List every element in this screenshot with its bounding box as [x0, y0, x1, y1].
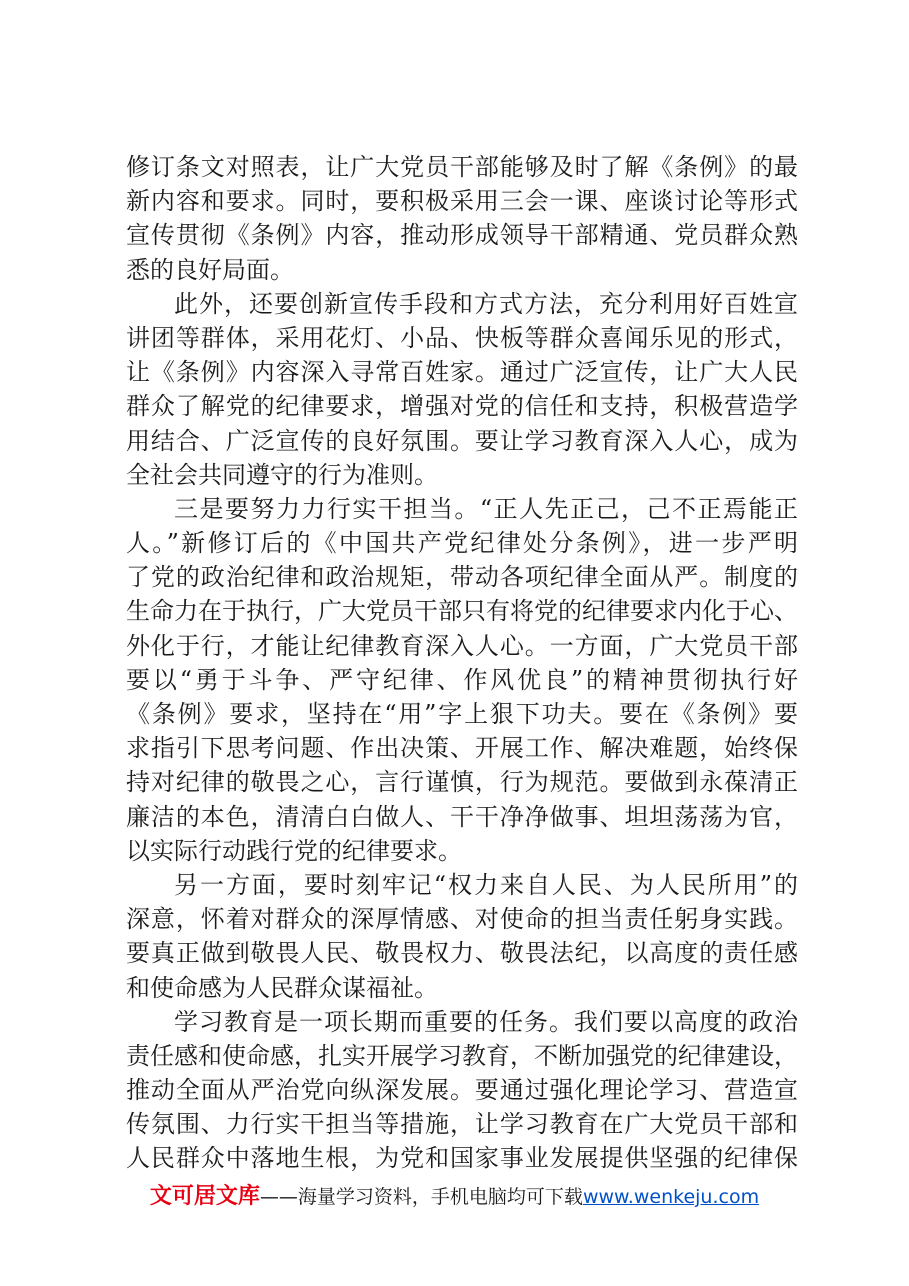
- text-line: 此外，还要创新宣传手段和方式方法，充分利用好百姓宣: [174, 289, 798, 318]
- text-line: 廉洁的本色，清清白白做人、干干净净做事、坦坦荡荡为官，: [126, 802, 798, 831]
- text-line: 深意，怀着对群众的深厚情感、对使命的担当责任躬身实践。: [126, 905, 798, 934]
- text-line: 三是要努力力行实干担当。“正人先正己，己不正焉能正: [174, 494, 798, 523]
- text-line: 外化于行，才能让纪律教育深入人心。一方面，广大党员干部: [126, 631, 798, 660]
- text-line: 传氛围、力行实干担当等措施，让学习教育在广大党员干部和: [126, 1110, 798, 1139]
- text-line: 宣传贯彻《条例》内容，推动形成领导干部精通、党员群众熟: [126, 221, 798, 250]
- text-line: 持对纪律的敬畏之心，言行谨慎，行为规范。要做到永葆清正: [126, 768, 798, 797]
- text-line: 让《条例》内容深入寻常百姓家。通过广泛宣传，让广大人民: [126, 358, 798, 387]
- text-line: 悉的良好局面。: [126, 255, 294, 284]
- text-line: 求指引下思考问题、作出决策、开展工作、解决难题，始终保: [126, 734, 798, 763]
- text-line: 要以“勇于斗争、严守纪律、作风优良”的精神贯彻执行好: [126, 665, 798, 694]
- footer-brand: 文可居文库: [149, 1184, 260, 1209]
- text-line: 生命力在于执行，广大党员干部只有将党的纪律要求内化于心、: [126, 597, 798, 626]
- text-line: 人民群众中落地生根，为党和国家事业发展提供坚强的纪律保: [126, 1144, 798, 1173]
- text-line: 另一方面，要时刻牢记“权力来自人民、为人民所用”的: [174, 870, 798, 899]
- text-line: 人。”新修订后的《中国共产党纪律处分条例》，进一步严明: [126, 529, 798, 558]
- footer-site-link[interactable]: www.wenkeju.com: [582, 1186, 760, 1208]
- text-line: 用结合、广泛宣传的良好氛围。要让学习教育深入人心，成为: [126, 426, 798, 455]
- text-line: 要真正做到敬畏人民、敬畏权力、敬畏法纪，以高度的责任感: [126, 939, 798, 968]
- text-line: 责任感和使命感，扎实开展学习教育，不断加强党的纪律建设，: [126, 1041, 798, 1070]
- text-line: 推动全面从严治党向纵深发展。要通过强化理论学习、营造宣: [126, 1076, 798, 1105]
- text-line: 新内容和要求。同时，要积极采用三会一课、座谈讨论等形式: [126, 187, 798, 216]
- text-line: 以实际行动践行党的纪律要求。: [126, 836, 462, 865]
- footer-tagline: ——海量学习资料，手机电脑均可下载: [259, 1186, 583, 1208]
- text-line: 修订条文对照表，让广大党员干部能够及时了解《条例》的最: [126, 153, 798, 181]
- footer-banner: [0, 1180, 909, 1214]
- text-line: 群众了解党的纪律要求，增强对党的信任和支持，积极营造学: [126, 392, 798, 421]
- text-line: 和使命感为人民群众谋福祉。: [126, 973, 438, 1002]
- text-line: 了党的政治纪律和政治规矩，带动各项纪律全面从严。制度的: [126, 563, 798, 592]
- text-line: 讲团等群体，采用花灯、小品、快板等群众喜闻乐见的形式，: [126, 323, 798, 352]
- text-line: 全社会共同遵守的行为准则。: [126, 460, 438, 489]
- text-line: 《条例》要求，坚持在“用”字上狠下功夫。要在《条例》要: [126, 700, 798, 728]
- text-line: 学习教育是一项长期而重要的任务。我们要以高度的政治: [174, 1007, 798, 1036]
- body-text: [126, 150, 798, 1176]
